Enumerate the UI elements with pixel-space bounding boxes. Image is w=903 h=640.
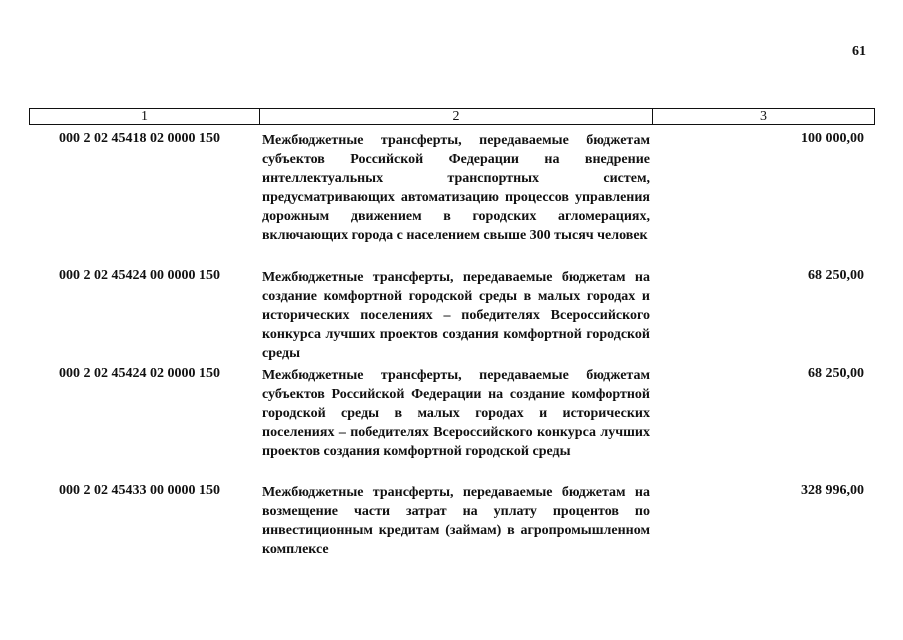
row-description: Межбюджетные трансферты, передаваемые бюджетам на возмещение части затрат на уплату процентов по инвестиционным кредитам (займам) в агропромышленном комплексе — [262, 485, 650, 557]
budget-code: 000 2 02 45433 00 0000 150 — [59, 483, 220, 498]
header-col-3: 3 — [760, 108, 767, 124]
page-number: 61 — [852, 44, 866, 59]
table-header — [29, 108, 875, 125]
budget-code: 000 2 02 45424 00 0000 150 — [59, 268, 220, 283]
row-description: Межбюджетные трансферты, передаваемые бюджетам субъектов Российской Федерации на внедрение интеллектуальных транспортных систем, предусматривающих автоматизацию процессов управления дорожным движением в городских агломерациях, включающих города с населением свыше 300 тысяч человек — [262, 133, 650, 243]
header-col-1: 1 — [30, 109, 260, 124]
row-description: Межбюджетные трансферты, передаваемые бюджетам на создание комфортной городской среды в малых городах и исторических поселениях – победителях Всероссийского конкурса лучших проектов создания комфортной городской среды — [262, 270, 650, 361]
row-amount: 68 250,00 — [808, 366, 864, 381]
budget-code: 000 2 02 45424 02 0000 150 — [59, 366, 220, 381]
budget-code: 000 2 02 45418 02 0000 150 — [59, 131, 220, 146]
row-amount: 68 250,00 — [808, 268, 864, 283]
row-amount: 328 996,00 — [801, 483, 864, 498]
row-description: Межбюджетные трансферты, передаваемые бюджетам субъектов Российской Федерации на создание комфортной городской среды в малых городах и исторических поселениях – победителях Всероссийского конкурса лучших проектов создания комфортной городской среды — [262, 368, 650, 459]
row-amount: 100 000,00 — [801, 131, 864, 146]
header-col-2: 2 — [260, 109, 653, 124]
